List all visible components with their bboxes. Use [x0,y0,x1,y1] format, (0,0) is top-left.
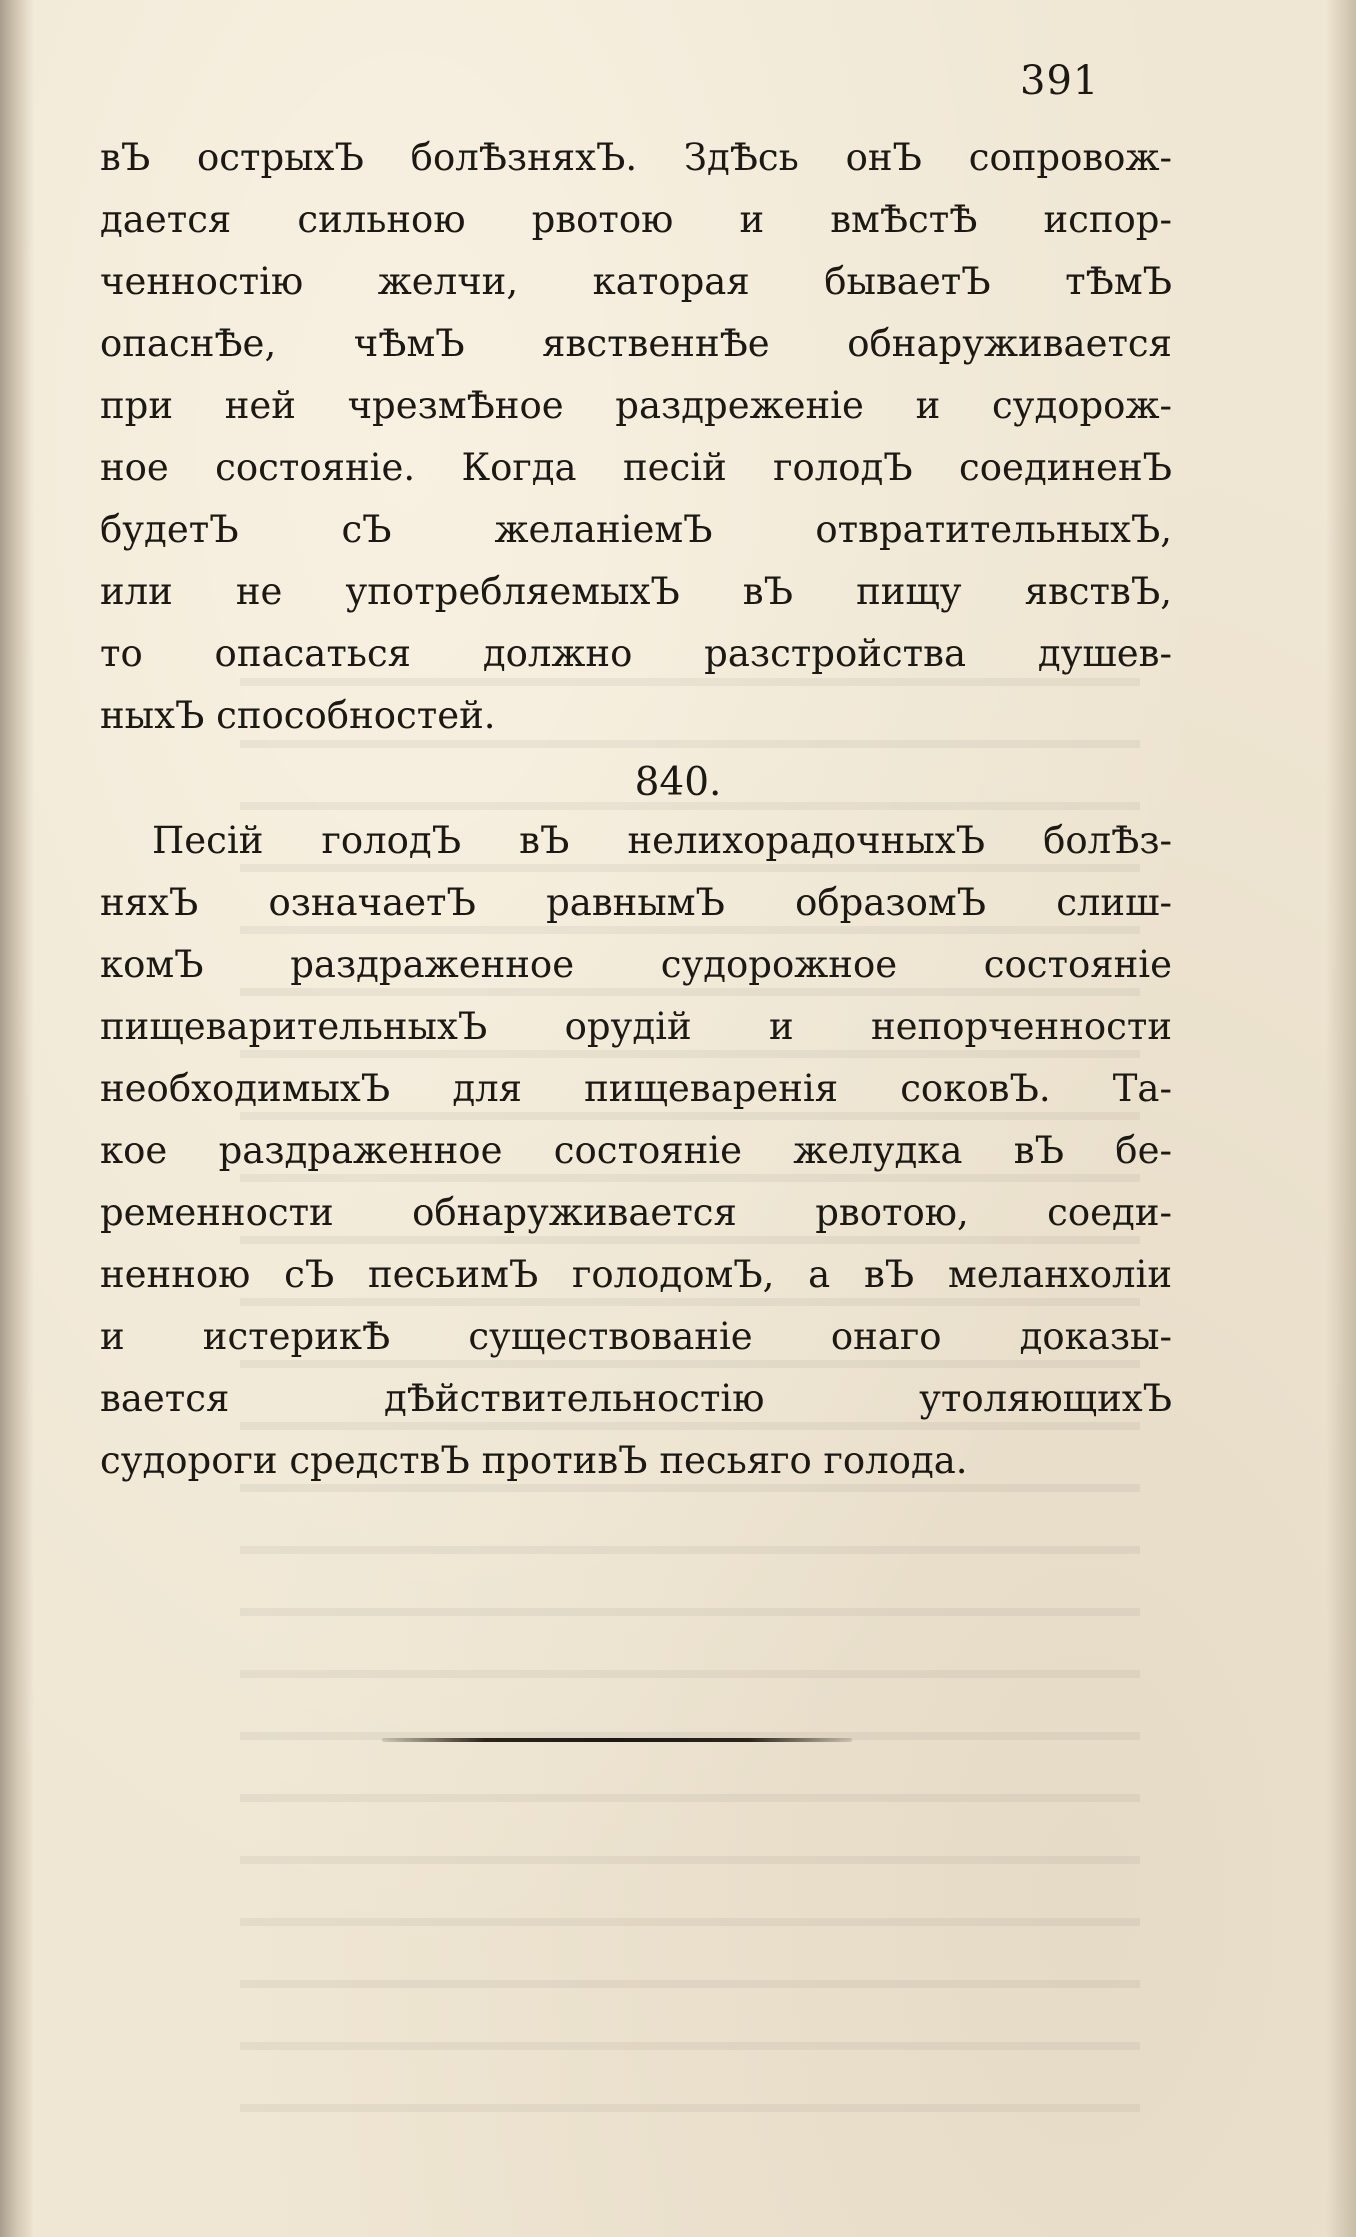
text-line: дается сильною рвотою и вмѢстѢ испор- [100,198,1172,241]
section-number: 840. [634,760,722,805]
page-number: 391 [1020,58,1100,104]
text-line: Песій голодЪ вЪ нелихорадочныхЪ болѢз- [152,819,1172,862]
text-line: ненною сЪ песьимЪ голодомЪ, а вЪ меланхоліи [100,1253,1172,1296]
text-line: ченностію желчи, каторая бываетЪ тѢмЪ [100,260,1172,303]
text-line: опаснѢе, чѢмЪ явственнѢе обнаруживается [100,322,1172,365]
text-line: будетЪ сЪ желаніемЪ отвратительныхЪ, [100,508,1172,551]
text-line: и истерикѢ существованіе онаго доказы- [100,1315,1172,1358]
paragraph-continuation [100,127,1172,747]
paragraph-section-840 [100,810,1172,1492]
text-line: комЪ раздраженное судорожное состояніе [100,943,1172,986]
text-line: при ней чрезмѢное раздреженіе и судорож- [100,384,1172,427]
text-line: или не употребляемыхЪ вЪ пищу явствЪ, [100,570,1172,613]
text-line: ременности обнаруживается рвотою, соеди- [100,1191,1172,1234]
text-line: судороги средствЪ противЪ песьяго голода. [100,1439,968,1482]
text-line: вается дѢйствительностію утоляющихЪ [100,1377,1172,1420]
text-line: ное состояніе. Когда песій голодЪ соединенЪ [100,446,1172,489]
text-line: кое раздраженное состояніе желудка вЪ бе- [100,1129,1172,1172]
page-gutter-shadow [0,0,34,2237]
text-line: ныхЪ способностей. [100,694,496,737]
text-line: вЪ острыхЪ болѢзняхЪ. ЗдѢсь онЪ сопровож- [100,136,1172,179]
text-line: пищеварительныхЪ орудій и непорченности [100,1005,1172,1048]
text-line: няхЪ означаетЪ равнымЪ образомЪ слиш- [100,881,1172,924]
text-line: то опасаться должно разстройства душев- [100,632,1172,675]
end-of-chapter-rule [382,1738,852,1742]
text-line: необходимыхЪ для пищеваренія соковЪ. Та- [100,1067,1172,1110]
page-edge-shadow [1326,0,1356,2237]
